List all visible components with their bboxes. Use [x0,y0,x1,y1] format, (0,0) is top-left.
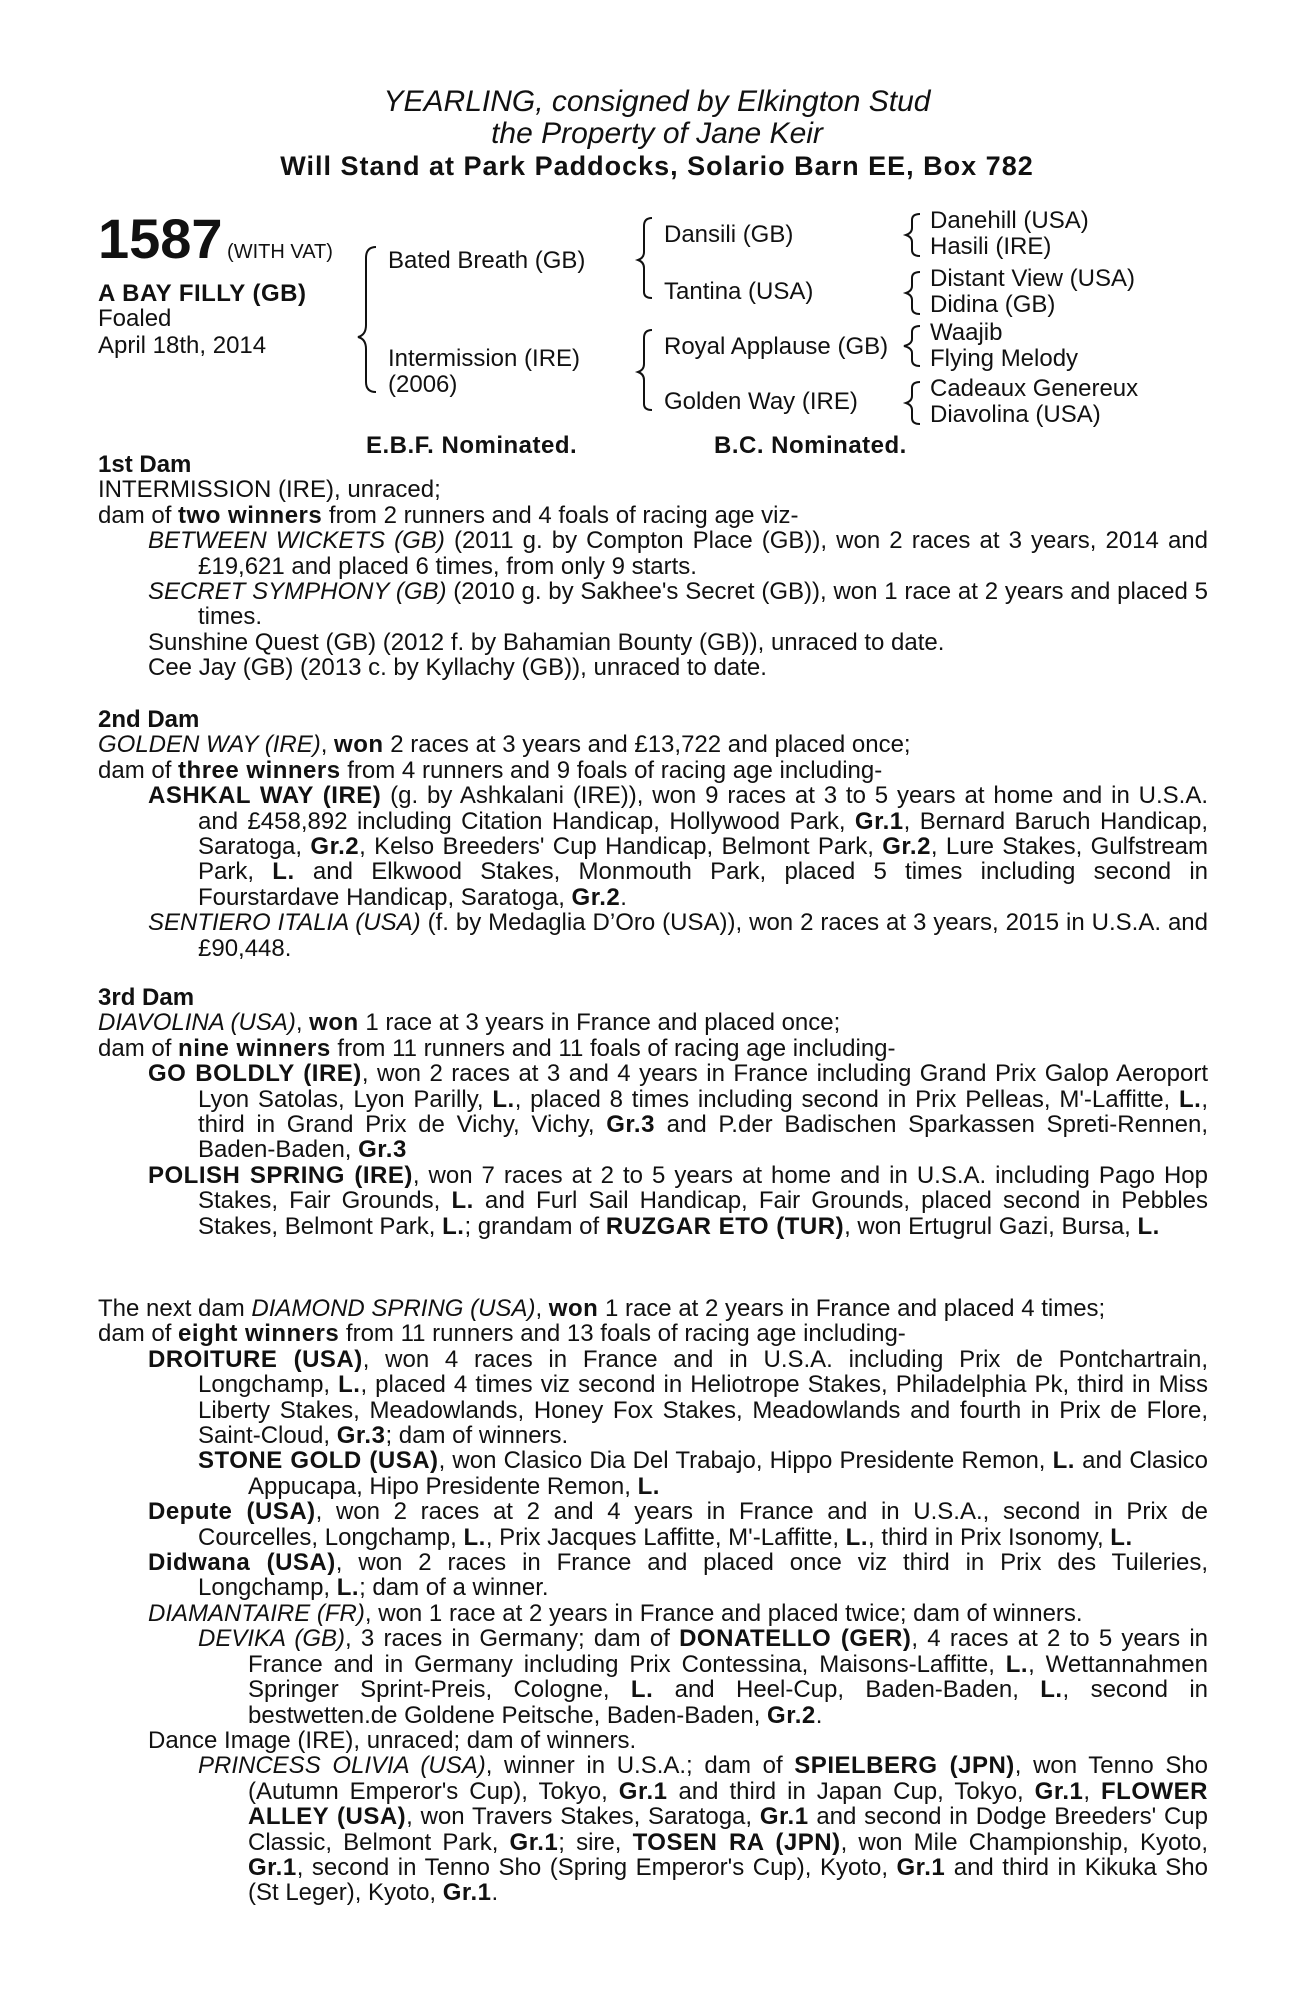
dam-sire-dam: Flying Melody [930,345,1079,372]
first-dam-record: dam of two winners from 2 runners and 4 foals of racing age viz- [98,501,799,529]
gen1-brace [358,247,376,392]
produce-stone-gold: STONE GOLD (USA), won Clasico Dia Del Trabajo, Hippo Presidente Remon, L. and Clasico Appucapa, Hipo Presidente Remon, L. [198,1447,1209,1500]
lot-title: A BAY FILLY (GB) [98,280,307,307]
produce-princess-olivia: PRINCESS OLIVIA (USA), winner in U.S.A.; dam of SPIELBERG (JPN), won Tenno Sho (Autumn Emperor's Cup), Tokyo, Gr.1 and third in Japan Cup, Tokyo, Gr.1, FLOWER ALLEY (USA), won Travers Stakes, Saratoga, Gr.1 and second in Dodge Breeders' Cup Classic, Belmont Park, Gr.1; sire, TOSEN RA (JPN), won Mile Championship, Kyoto, Gr.1, second in Tenno Sho (Spring Emperor's Cup), Kyoto, Gr.1 and third in Kikuka Sho (St Leger), Kyoto, Gr.1. [198,1752,1209,1907]
produce-diamantaire: DIAMANTAIRE (FR), won 1 race at 2 years in France and placed twice; dam of winners. [148,1599,1083,1627]
third-dam-record: dam of nine winners from 11 runners and 11 foals of racing age including- [98,1034,896,1062]
second-dam-name: GOLDEN WAY (IRE), won 2 races at 3 years and £13,722 and placed once; [98,731,911,759]
next-dam-record: dam of eight winners from 11 runners and 13 foals of racing age including- [98,1320,906,1348]
first-dam-name: INTERMISSION (IRE), unraced; [98,476,441,504]
header-consignor: YEARLING, consigned by Elkington Stud [383,85,931,118]
second-dam-heading: 2nd Dam [98,706,200,733]
first-dam-heading: 1st Dam [98,451,192,478]
produce-cee-jay: Cee Jay (GB) (2013 c. by Kyllachy (GB)), unraced to date. [148,654,767,682]
dam-sire: Royal Applause (GB) [664,333,889,360]
sire-dam: Tantina (USA) [664,278,814,305]
dam-year: (2006) [388,371,458,398]
produce-depute: Depute (USA), won 2 races at 2 and 4 years in France and in U.S.A., second in Prix de Courcelles, Longchamp, L., Prix Jacques Laffitte, M'-Laffitte, L., third in Prix Isonomy, L. [148,1498,1208,1551]
gen2-dam-brace [638,330,652,410]
lot-number: 1587 [98,207,223,270]
produce-sunshine-quest: Sunshine Quest (GB) (2012 f. by Bahamian Bounty (GB)), unraced to date. [148,628,945,656]
produce-sentiero-italia: SENTIERO ITALIA (USA) (f. by Medaglia D’Oro (USA)), won 2 races at 3 years, 2015 in U.S.A. and £90,448. [148,909,1208,962]
sire-sire-sire: Danehill (USA) [930,207,1089,234]
first-dam-section [98,452,1208,681]
dam-dam-sire: Cadeaux Genereux [930,375,1139,402]
gen2-sire-brace [638,218,652,298]
produce-ashkal-way: ASHKAL WAY (IRE) (g. by Ashkalani (IRE)), won 9 races at 3 to 5 years at home and in U.S.A. and £458,892 including Citation Handicap, Hollywood Park, Gr.1, Bernard Baruch Handicap, Saratoga, Gr.2, Kelso Breeders' Cup Handicap, Belmont Park, Gr.2, Lure Stakes, Gulfstream Park, L. and Elkwood Stakes, Monmouth Park, placed 5 times including second in Fourstardave Handicap, Saratoga, Gr.2. [148,782,1209,911]
third-dam-heading: 3rd Dam [98,984,195,1011]
foaled-label: Foaled [98,305,172,332]
produce-didwana: Didwana (USA), won 2 races in France and placed once viz third in Prix des Tuileries, Longchamp, L.; dam of a winner. [148,1549,1209,1602]
next-dam-section [98,1296,1208,1906]
dam-sire-sire: Waajib [930,319,1003,346]
gen3-brace-1 [906,214,920,256]
ebf-nominated: E.B.F. Nominated. [366,432,578,459]
sire-sire: Dansili (GB) [664,221,794,248]
header-property: the Property of Jane Keir [491,117,823,150]
header-stand-location: Will Stand at Park Paddocks, Solario Barn EE, Box 782 [280,151,1034,181]
sire-dam-sire: Distant View (USA) [930,265,1135,292]
sire-sire-dam: Hasili (IRE) [930,233,1052,260]
vat-label: (WITH VAT) [227,241,333,263]
third-dam-name: DIAVOLINA (USA), won 1 race at 3 years in France and placed once; [98,1009,841,1037]
third-dam-section [98,985,1208,1239]
produce-droiture: DROITURE (USA), won 4 races in France and in U.S.A. including Prix de Pontchartrain, Longchamp, L., placed 4 times viz second in Heliotrope Stakes, Philadelphia Pk, third in Miss Liberty Stakes, Meadowlands, Honey Fox Stakes, Meadowlands and fourth in Prix de Flore, Saint-Cloud, Gr.3; dam of winners. [148,1345,1209,1450]
bc-nominated: B.C. Nominated. [714,432,907,459]
produce-go-boldly: GO BOLDLY (IRE), won 2 races at 3 and 4 years in France including Grand Prix Galop Aeroport Lyon Satolas, Lyon Parilly, L., placed 8 times including second in Prix Pelleas, M'-Laffitte, L., third in Grand Prix de Vichy, Vichy, Gr.3 and P.der Badischen Sparkassen Spreti-Rennen, Baden-Baden, Gr.3 [148,1060,1209,1164]
second-dam-section [98,707,1208,961]
produce-devika: DEVIKA (GB), 3 races in Germany; dam of DONATELLO (GER), 4 races at 2 to 5 years in France and in Germany including Prix Contessina, Maisons-Laffitte, L., Wettannahmen Springer Sprint-Preis, Cologne, L. and Heel-Cup, Baden-Baden, L., second in bestwetten.de Goldene Peitsche, Baden-Baden, Gr.2. [198,1625,1209,1729]
produce-secret-symphony: SECRET SYMPHONY (GB) (2010 g. by Sakhee's Secret (GB)), won 1 race at 2 years and placed 5 times. [148,578,1209,631]
gen3-brace-4 [906,382,920,424]
foaled-date: April 18th, 2014 [98,332,267,359]
produce-dance-image: Dance Image (IRE), unraced; dam of winners. [148,1726,637,1754]
produce-polish-spring: POLISH SPRING (IRE), won 7 races at 2 to 5 years at home and in U.S.A. including Pago Hop Stakes, Fair Grounds, L. and Furl Sail Handicap, Fair Grounds, placed second in Pebbles Stakes, Belmont Park, L.; grandam of RUZGAR ETO (TUR), won Ertugrul Gazi, Bursa, L. [148,1161,1209,1240]
second-dam-record: dam of three winners from 4 runners and 9 foals of racing age including- [98,756,883,784]
produce-between-wickets: BETWEEN WICKETS (GB) (2011 g. by Compton Place (GB)), won 2 races at 3 years, 2014 and £19,621 and placed 6 times, from only 9 starts. [148,527,1208,580]
dam: Intermission (IRE) [388,345,581,372]
gen3-brace-2 [906,272,920,314]
dam-dam: Golden Way (IRE) [664,388,858,415]
dam-dam-dam: Diavolina (USA) [930,401,1101,428]
sire-dam-dam: Didina (GB) [930,291,1056,318]
next-dam-name: The next dam DIAMOND SPRING (USA), won 1 race at 2 years in France and placed 4 times; [98,1295,1106,1322]
gen3-brace-3 [904,326,920,366]
sire: Bated Breath (GB) [388,247,586,274]
